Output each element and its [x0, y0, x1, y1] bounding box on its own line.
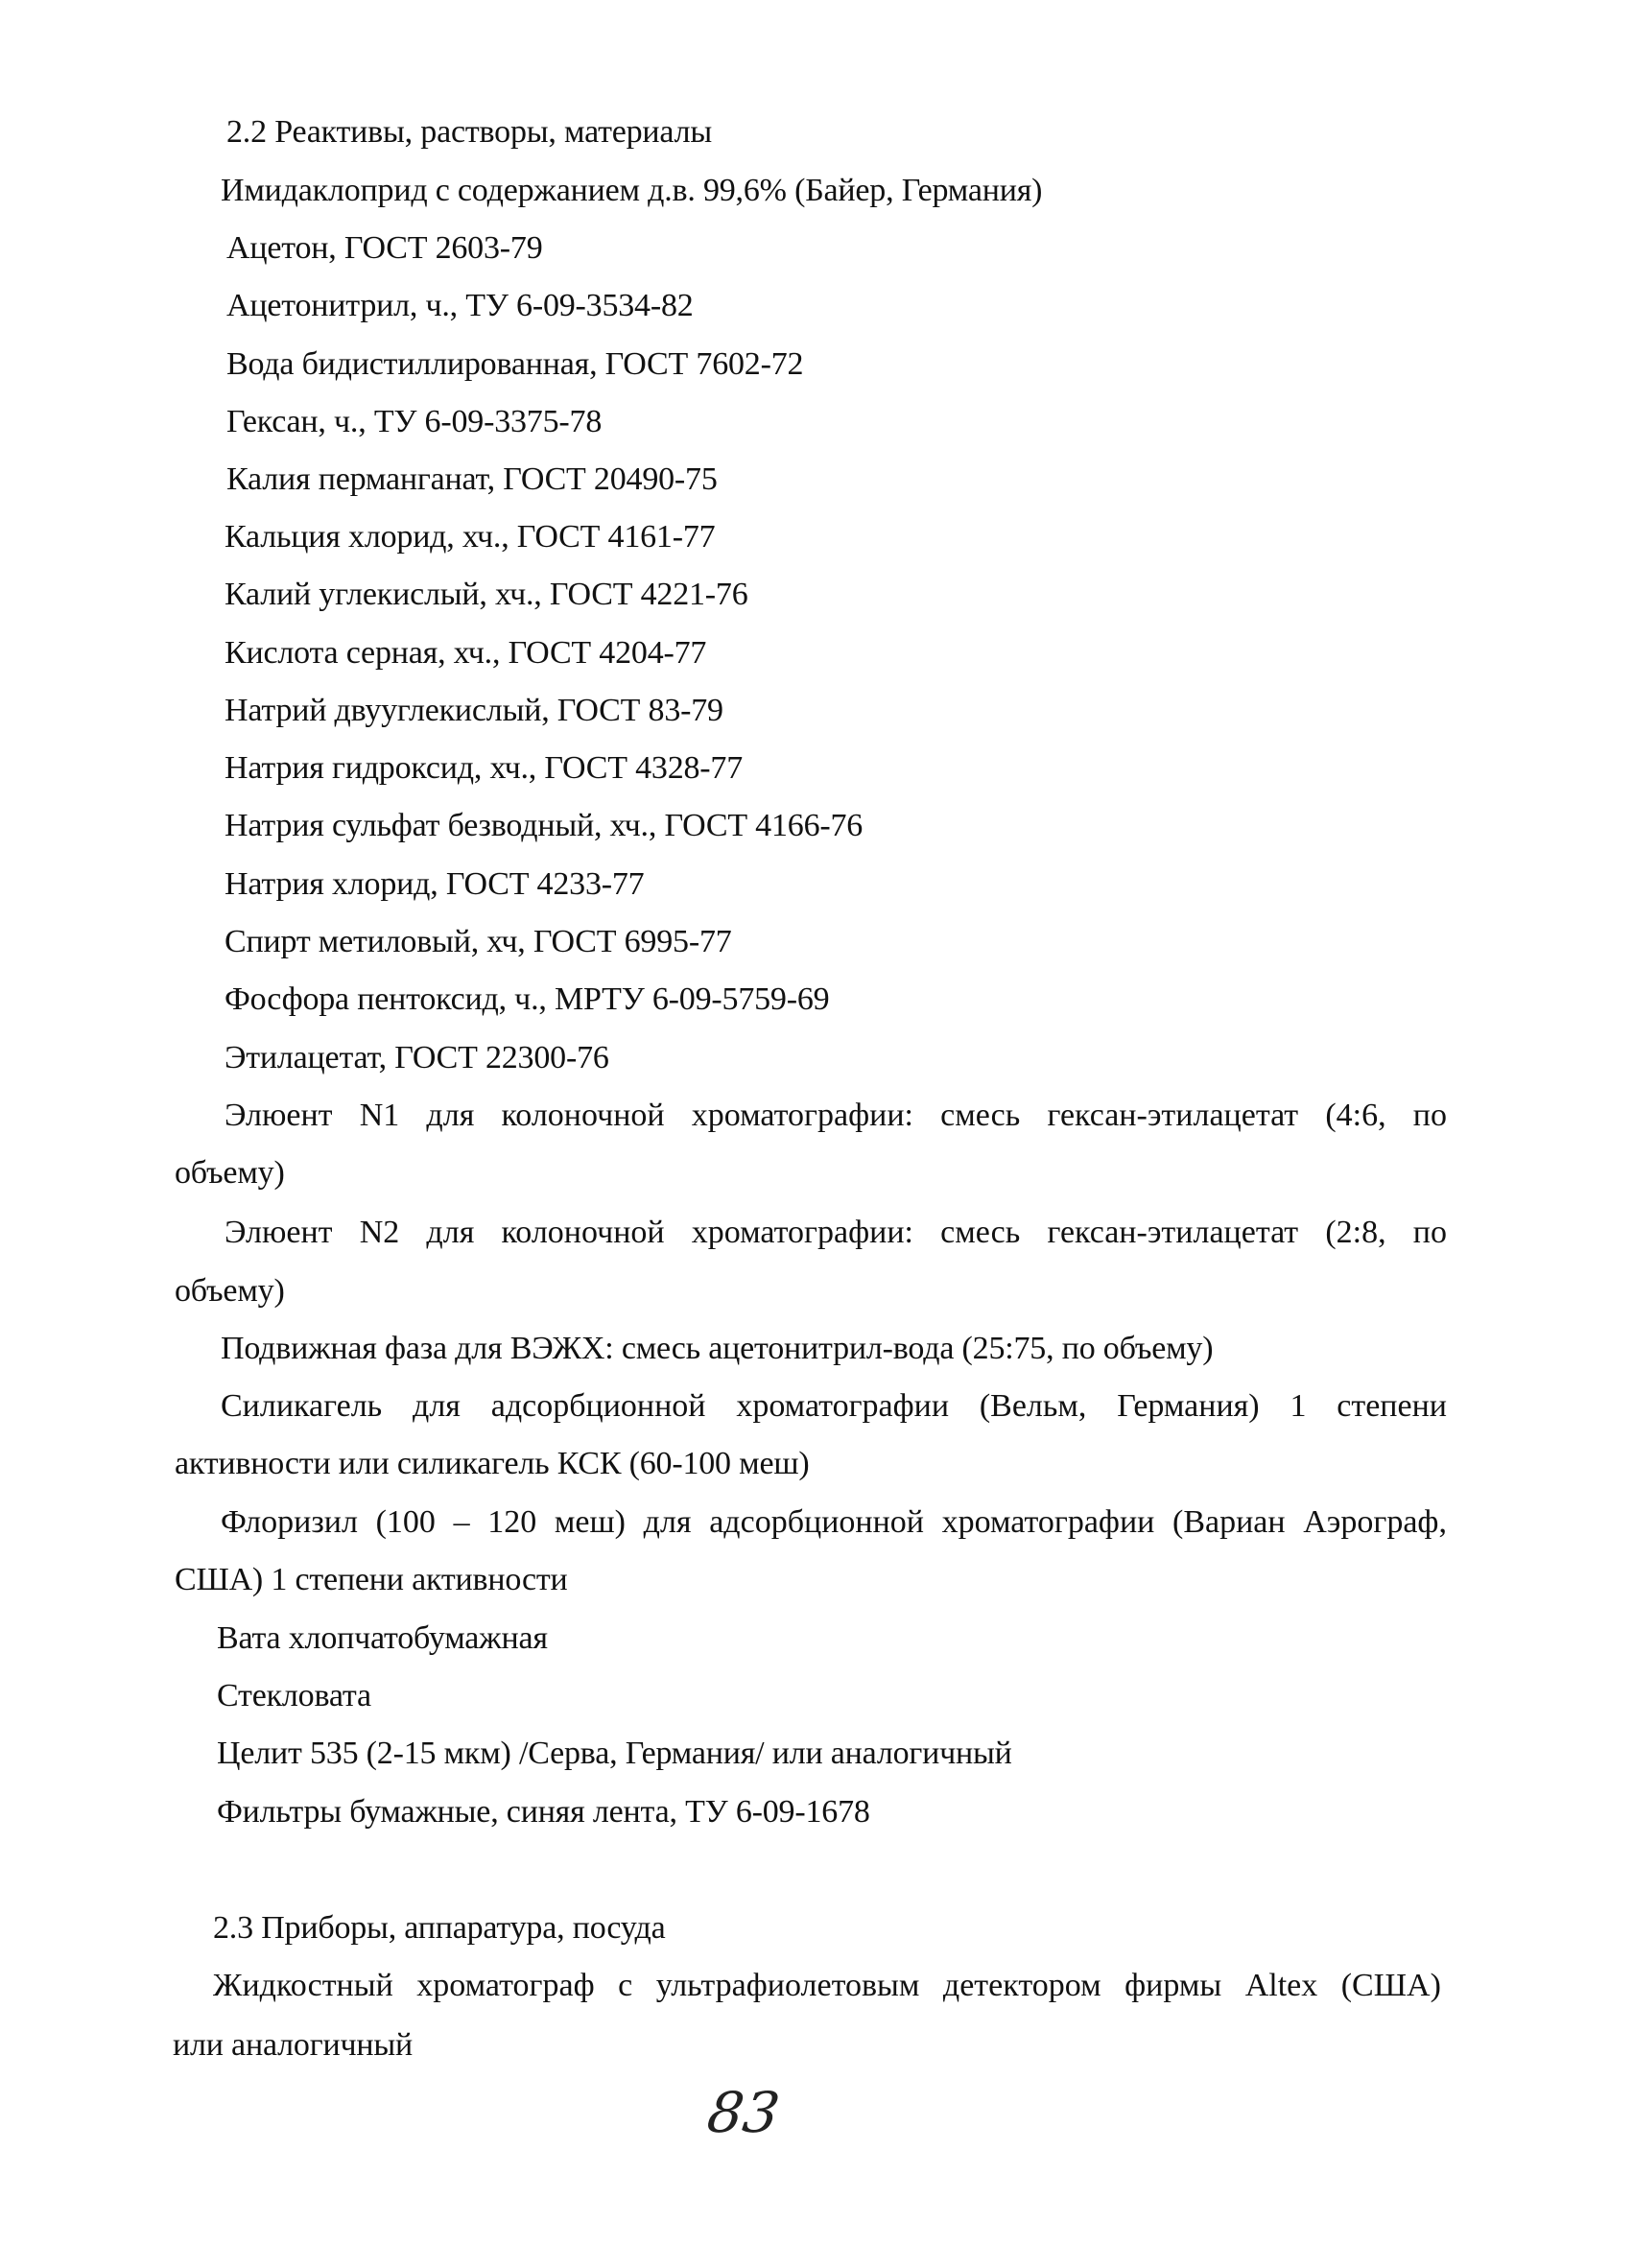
silica-line-2: активности или силикагель КСК (60-100 меш) — [175, 1446, 810, 1481]
list-item: Калий углекислый, хч., ГОСТ 4221-76 — [225, 577, 748, 612]
list-item: Фосфора пентоксид, ч., МРТУ 6-09-5759-69 — [225, 981, 830, 1017]
list-item: Фильтры бумажные, синяя лента, ТУ 6-09-1678 — [217, 1794, 870, 1830]
page-number: 83 — [703, 2080, 784, 2145]
list-item: Калия перманганат, ГОСТ 20490-75 — [226, 461, 718, 497]
list-item: Имидаклоприд с содержанием д.в. 99,6% (Байер, Германия) — [221, 173, 1043, 208]
list-item: Вата хлопчатобумажная — [217, 1620, 548, 1656]
list-item: Натрия гидроксид, хч., ГОСТ 4328-77 — [225, 750, 744, 786]
list-item: Ацетонитрил, ч., ТУ 6-09-3534-82 — [226, 288, 694, 323]
list-item: Кислота серная, хч., ГОСТ 4204-77 — [225, 635, 707, 671]
list-item: Ацетон, ГОСТ 2603-79 — [226, 230, 543, 266]
eluent-1-line-1: Элюент N1 для колоночной хроматографии: смесь гексан-этилацетат (4:6, по — [225, 1098, 1447, 1133]
list-item: Вода бидистиллированная, ГОСТ 7602-72 — [226, 346, 804, 382]
mobile-phase: Подвижная фаза для ВЭЖХ: смесь ацетонитрил-вода (25:75, по объему) — [221, 1331, 1214, 1366]
list-item: Кальция хлорид, хч., ГОСТ 4161-77 — [225, 519, 716, 555]
florisil-line-2: США) 1 степени активности — [175, 1562, 568, 1597]
list-item: Целит 535 (2-15 мкм) /Серва, Германия/ или аналогичный — [217, 1736, 1012, 1771]
eluent-2-line-1: Элюент N2 для колоночной хроматографии: смесь гексан-этилацетат (2:8, по — [225, 1215, 1447, 1250]
eluent-2-line-2: объему) — [175, 1273, 285, 1309]
section-heading-2-2: 2.2 Реактивы, растворы, материалы — [226, 114, 713, 150]
list-item: Стекловата — [217, 1678, 371, 1713]
silica-line-1: Силикагель для адсорбционной хроматографии (Вельм, Германия) 1 степени — [221, 1388, 1447, 1424]
list-item: Гексан, ч., ТУ 6-09-3375-78 — [226, 404, 603, 439]
list-item: Этилацетат, ГОСТ 22300-76 — [225, 1040, 609, 1075]
eluent-1-line-2: объему) — [175, 1155, 285, 1191]
list-item: Натрий двууглекислый, ГОСТ 83-79 — [225, 693, 723, 728]
chromatograph-line-2: или аналогичный — [173, 2027, 413, 2063]
section-heading-2-3: 2.3 Приборы, аппаратура, посуда — [213, 1910, 666, 1946]
florisil-line-1: Флоризил (100 – 120 меш) для адсорбционной хроматографии (Вариан Аэрограф, — [221, 1504, 1447, 1540]
list-item: Спирт метиловый, хч, ГОСТ 6995-77 — [225, 924, 732, 959]
list-item: Натрия сульфат безводный, хч., ГОСТ 4166-76 — [225, 808, 864, 843]
list-item: Натрия хлорид, ГОСТ 4233-77 — [225, 866, 645, 902]
chromatograph-line-1: Жидкостный хроматограф с ультрафиолетовым детектором фирмы Altex (США) — [213, 1968, 1441, 2003]
